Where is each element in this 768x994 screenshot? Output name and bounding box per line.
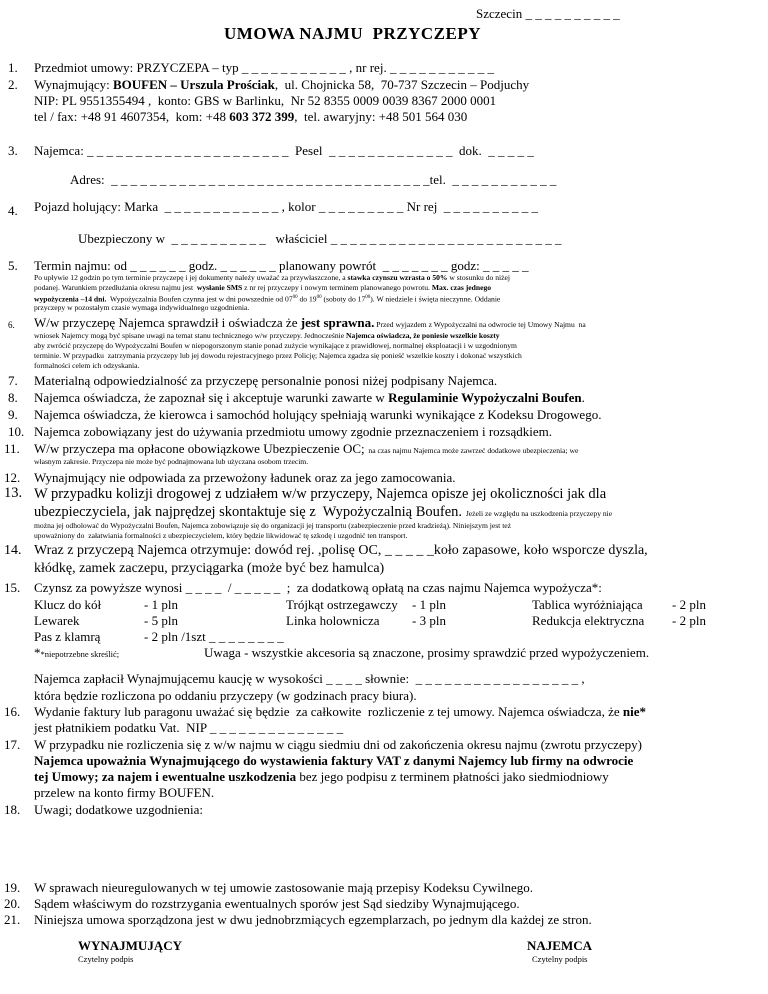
item-13-collision: ubezpieczyciela, jak najprędzej skontaktuje się z Wypożyczalnią Boufen. Jeżeli ze względu na uszkodzenia przyczepy nie — [34, 504, 613, 520]
item-15-deposit: która będzie rozliczona po oddaniu przyczepy (w godzinach pracy biura). — [34, 688, 417, 703]
item-number: 12. — [4, 470, 21, 485]
item-20-court: Sądem właściwym do rozstrzygania ewentualnych sporów jest Sąd siedziby Wynajmującego. — [34, 896, 520, 911]
accessory-price: - 2 pln — [672, 613, 706, 628]
item-5-note: przyczepy w pozostałym czasie wymaga indywidualnego uzgodnienia. — [34, 303, 250, 312]
accessory-price: - 3 pln — [412, 613, 446, 628]
item-5-note: Po upływie 12 godzin po tym terminie przyczepę i jej dokumenty należy uważać za przywłaszczone, a stawka czynszu wzrasta o 50% w stosunku do niżej — [34, 273, 510, 282]
item-8-regulations: Najemca oświadcza, że zapoznał się i akceptuje warunki zawarte w Regulaminie Wypożyczalni Boufen. — [34, 390, 585, 405]
item-number: 3. — [8, 143, 18, 158]
city-date-line: Szczecin _ _ _ _ _ _ _ _ _ _ — [476, 6, 620, 21]
item-number: 18. — [4, 802, 21, 817]
item-5-note: podanej. Warunkiem przedłużania okresu najmu jest wysłanie SMS z nr rej przyczepy i nowym terminem planowanego powrotu. Max. czas jednego — [34, 283, 492, 292]
item-1-subject: Przedmiot umowy: PRZYCZEPA – typ _ _ _ _ _ _ _ _ _ _ _ , nr rej. _ _ _ _ _ _ _ _ _ _ _ — [34, 60, 494, 75]
item-11-insurance: W/w przyczepa ma opłacone obowiązkowe Ubezpieczenie OC; na czas najmu Najemca może zawrzeć dodatkowe ubezpieczenia; we — [34, 441, 579, 456]
item-number: 15. — [4, 580, 21, 595]
item-4-vehicle: Pojazd holujący: Marka _ _ _ _ _ _ _ _ _ _ _ _ , kolor _ _ _ _ _ _ _ _ _ Nr rej _ _ _ _ _ _ _ _ _ _ — [34, 199, 539, 214]
item-17-settlement: W przypadku nie rozliczenia się z w/w najmu w ciągu siedmiu dni od zakończenia okresu najmu (zwrotu przyczepy) — [34, 737, 643, 752]
item-number: 10. — [8, 424, 25, 439]
item-number: 16. — [4, 704, 21, 719]
item-number: 11. — [4, 441, 20, 456]
signature-landlord-title: WYNAJMUJĄCY — [78, 938, 182, 953]
accessory-price: - 2 pln /1szt _ _ _ _ _ _ _ _ — [144, 629, 284, 644]
item-6-note: wniosek Najemcy mogą być spisane uwagi na temat stanu technicznego w/w przyczepy. Jednocześnie Najemca oświadcza, że poniesie wszelkie koszty — [34, 331, 500, 340]
item-6-note: formalności celem ich odzyskania. — [34, 361, 140, 370]
item-21-copies: Niniejsza umowa sporządzona jest w dwu jednobrzmiących egzemplarzach, po jednym dla każdej ze stron. — [34, 912, 592, 927]
accessory-name: Klucz do kół — [34, 597, 102, 612]
accessory-name: Lewarek — [34, 613, 80, 628]
item-15-footnote: **niepotrzebne skreślić; — [34, 645, 120, 660]
item-17-settlement: Najemca upoważnia Wynajmującego do wystawienia faktury VAT z danymi Najemcy lub firmy na odwrocie — [34, 753, 634, 768]
item-19-civil-code: W sprawach nieuregulowanych w tej umowie zastosowanie mają przepisy Kodeksu Cywilnego. — [34, 880, 534, 895]
accessory-name: Linka holownicza — [286, 613, 380, 628]
item-6-note: terminie. W przypadku zatrzymania przyczepy lub jej dowodu rejestracyjnego przez Policję; Najemca zgadza się ponieść wszelkie koszty i dokonać wszystkich — [34, 351, 522, 360]
item-13-collision: W przypadku kolizji drogowej z udziałem w/w przyczepy, Najemca opisze jej okoliczności jak dla — [34, 486, 607, 502]
accessory-price: - 1 pln — [412, 597, 446, 612]
item-15-deposit: Najemca zapłacił Wynajmującemu kaucję w wysokości _ _ _ _ słownie: _ _ _ _ _ _ _ _ _ _ _ _ _ _ _ _ _ , — [34, 671, 585, 686]
item-9-driver: Najemca oświadcza, że kierowca i samochód holujący spełniają warunki wynikające z Kodeksu Drogowego. — [34, 407, 602, 422]
item-number: 13. — [4, 485, 23, 501]
item-number: 4. — [8, 203, 18, 218]
item-13-note: można jej odholować do Wypożyczalni Boufen, Najemca zobowiązuje się do organizacji jej transportu (zabezpieczenie przed kradzieżą). Niniejszym jest też — [34, 521, 512, 530]
item-12-cargo: Wynajmujący nie odpowiada za przewożony ładunek oraz za jego zamocowania. — [34, 470, 456, 485]
item-14-equipment: kłódkę, zamek zaczepu, przyciągarka (może być bez hamulca) — [34, 561, 385, 576]
item-number: 17. — [4, 737, 21, 752]
signature-tenant-caption: Czytelny podpis — [532, 954, 588, 964]
item-4-insurance: Ubezpieczony w _ _ _ _ _ _ _ _ _ _ właściciel _ _ _ _ _ _ _ _ _ _ _ _ _ _ _ _ _ _ _ _ _ _ _ _ — [78, 231, 562, 246]
signature-landlord-caption: Czytelny podpis — [78, 954, 134, 964]
item-number: 5. — [8, 258, 18, 273]
accessory-name: Tablica wyróżniająca — [532, 597, 643, 612]
item-13-note: upoważniony do załatwiania formalności z ubezpieczycielem, który będzie likwidować tę szkodę i uzgodnić ten transport. — [34, 531, 408, 540]
item-3-tenant: Najemca: _ _ _ _ _ _ _ _ _ _ _ _ _ _ _ _ _ _ _ _ _ Pesel _ _ _ _ _ _ _ _ _ _ _ _ _ dok. _ _ _ _ _ — [34, 143, 534, 158]
item-number: 9. — [8, 407, 18, 422]
item-14-equipment: Wraz z przyczepą Najemca otrzymuje: dowód rej. ,polisę OC, _ _ _ _ _koło zapasowe, koło wsporcze dyszla, — [34, 543, 648, 558]
item-2-nip-account: NIP: PL 9551355494 , konto: GBS w Barlinku, Nr 52 8355 0009 0039 8367 2000 0001 — [34, 93, 497, 108]
accessory-name: Pas z klamrą — [34, 629, 101, 644]
item-number: 6. — [8, 320, 15, 330]
item-2-phones: tel / fax: +48 91 4607354, kom: +48 603 372 399, tel. awaryjny: +48 501 564 030 — [34, 109, 468, 124]
item-number: 2. — [8, 77, 18, 92]
item-6-condition: W/w przyczepę Najemca sprawdził i oświadcza że jest sprawna. Przed wyjazdem z Wypożyczalni na odwrocie tej Umowy Najmu na — [34, 315, 586, 330]
item-15-rent: Czynsz za powyższe wynosi _ _ _ _ / _ _ _ _ _ ; za dodatkową opłatą na czas najmu Najemca wypożycza*: — [34, 580, 602, 595]
item-7-liability: Materialną odpowiedzialność za przyczepę personalnie ponosi niżej podpisany Najemca. — [34, 373, 498, 388]
item-15-warning: Uwaga - wszystkie akcesoria są znaczone, prosimy sprawdzić przed wypożyczeniem. — [204, 645, 650, 660]
item-number: 14. — [4, 543, 22, 558]
item-2-landlord: Wynajmujący: BOUFEN – Urszula Prościak, ul. Chojnicka 58, 70-737 Szczecin – Podjuchy — [34, 77, 530, 92]
accessory-name: Trójkąt ostrzegawczy — [286, 597, 398, 612]
item-17-settlement: przelew na konto firmy BOUFEN. — [34, 785, 215, 800]
item-5-term: Termin najmu: od _ _ _ _ _ _ godz. _ _ _ _ _ _ planowany powrót _ _ _ _ _ _ _ godz: _ _ _ _ _ — [34, 258, 529, 273]
item-17-settlement: tej Umowy; za najem i ewentualne uszkodzenia bez jego podpisu z terminem płatności jako siedmiodniowy — [34, 769, 609, 784]
item-number: 7. — [8, 373, 18, 388]
item-number: 8. — [8, 390, 18, 405]
accessory-price: - 5 pln — [144, 613, 178, 628]
item-number: 1. — [8, 60, 18, 75]
accessory-name: Redukcja elektryczna — [532, 613, 645, 628]
item-10-usage: Najemca zobowiązany jest do używania przedmiotu umowy zgodnie przeznaczeniem i rozsądkiem. — [34, 424, 552, 439]
item-3-address: Adres: _ _ _ _ _ _ _ _ _ _ _ _ _ _ _ _ _ _ _ _ _ _ _ _ _ _ _ _ _ _ _ _ _tel. _ _ _ _ _ _ _ _ _ _ _ — [70, 172, 557, 187]
item-16-vat: jest płatnikiem podatku Vat. NIP _ _ _ _ _ _ _ _ _ _ _ _ _ _ — [34, 720, 344, 735]
item-11-note: własnym zakresie. Przyczepa nie może być podnajmowana lub użyczana osobom trzecim. — [34, 457, 309, 466]
item-number: 19. — [4, 880, 21, 895]
item-18-notes: Uwagi; dodatkowe uzgodnienia: — [34, 802, 203, 817]
item-16-invoice: Wydanie faktury lub paragonu uważać się będzie za całkowite rozliczenie z tej umowy. Najemca oświadcza, że nie* — [34, 704, 646, 719]
accessory-price: - 1 pln — [144, 597, 178, 612]
accessory-price: - 2 pln — [672, 597, 706, 612]
item-number: 20. — [4, 896, 21, 911]
item-number: 21. — [4, 912, 21, 927]
item-5-note: wypożyczenia –14 dni. Wypożyczalnia Boufen czynna jest w dni powszednie od $07^{00}$ do $19^{00}$ (soboty do $17^{00}$). W niedziele i święta nieczynne. Oddanie — [34, 294, 501, 304]
item-6-note: aby zwrócić przyczepę do Wypożyczalni Boufen w niepogorszonym stanie ponad zużycie wynikające z prawidłowej, normalnej eksploatacji i w uzgodnionym — [34, 341, 517, 350]
document-title: UMOWA NAJMU PRZYCZEPY — [224, 24, 482, 43]
signature-tenant-title: NAJEMCA — [527, 938, 592, 953]
